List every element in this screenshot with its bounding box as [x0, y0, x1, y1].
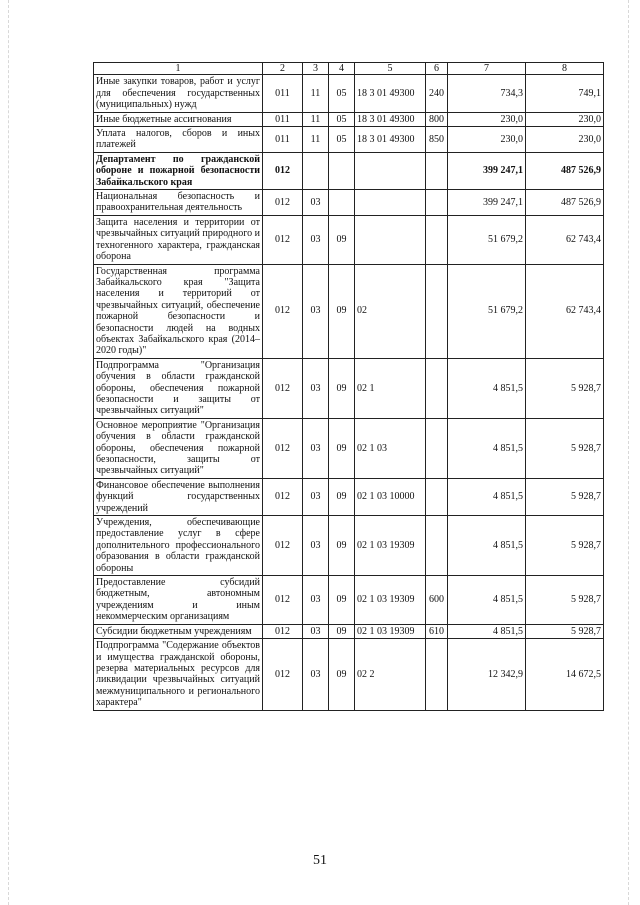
admin-code: 012	[263, 478, 303, 515]
admin-code: 012	[263, 264, 303, 358]
row-name: Иные закупки товаров, работ и услуг для обеспечения государственных (муниципальных) нужд	[94, 75, 263, 112]
subsection-code: 09	[329, 358, 355, 418]
target-article	[355, 215, 426, 264]
amount-col8: 62 743,4	[526, 264, 604, 358]
subsection-code	[329, 152, 355, 189]
row-name: Защита населения и территории от чрезвычайных ситуаций природного и техногенного характера, гражданская оборона	[94, 215, 263, 264]
admin-code: 011	[263, 127, 303, 153]
amount-col8: 230,0	[526, 127, 604, 153]
admin-code: 011	[263, 112, 303, 126]
amount-col7: 399 247,1	[448, 152, 526, 189]
amount-col7: 51 679,2	[448, 264, 526, 358]
table-row	[94, 516, 604, 576]
amount-col7: 4 851,5	[448, 478, 526, 515]
expense-type: 800	[426, 112, 448, 126]
row-name: Государственная программа Забайкальского края "Защита населения и территорий от чрезвычайных ситуаций, обеспечение пожарной безопасности и безопасности людей на водных объектах Забайкальского края (2014–2020 годы)"	[94, 264, 263, 358]
amount-col8: 487 526,9	[526, 190, 604, 216]
amount-col8: 62 743,4	[526, 215, 604, 264]
admin-code: 012	[263, 358, 303, 418]
column-header: 6	[426, 63, 448, 75]
section-code: 03	[303, 190, 329, 216]
column-header: 3	[303, 63, 329, 75]
admin-code: 011	[263, 75, 303, 112]
target-article: 02 1 03 19309	[355, 576, 426, 625]
section-code: 03	[303, 215, 329, 264]
row-name: Подпрограмма "Содержание объектов и имущества гражданской обороны, резерва материальных ресурсов для ликвидации чрезвычайных ситуаций межмуниципального и регионального характера"	[94, 639, 263, 710]
expense-type: 610	[426, 624, 448, 638]
column-header: 1	[94, 63, 263, 75]
row-name: Уплата налогов, сборов и иных платежей	[94, 127, 263, 153]
table-body	[94, 75, 604, 710]
subsection-code: 09	[329, 639, 355, 710]
section-code: 03	[303, 624, 329, 638]
section-code: 03	[303, 576, 329, 625]
amount-col8: 230,0	[526, 112, 604, 126]
target-article	[355, 152, 426, 189]
page-edge-right	[628, 0, 629, 905]
subsection-code: 05	[329, 75, 355, 112]
table-row	[94, 75, 604, 112]
amount-col7: 230,0	[448, 112, 526, 126]
admin-code: 012	[263, 576, 303, 625]
target-article: 02 1 03 10000	[355, 478, 426, 515]
subsection-code: 09	[329, 478, 355, 515]
table-row	[94, 639, 604, 710]
expense-type	[426, 215, 448, 264]
amount-col7: 4 851,5	[448, 516, 526, 576]
amount-col8: 487 526,9	[526, 152, 604, 189]
section-code: 03	[303, 418, 329, 478]
admin-code: 012	[263, 639, 303, 710]
subsection-code: 09	[329, 516, 355, 576]
subsection-code: 09	[329, 264, 355, 358]
amount-col8: 749,1	[526, 75, 604, 112]
section-code: 03	[303, 639, 329, 710]
section-code: 03	[303, 516, 329, 576]
table-row	[94, 478, 604, 515]
section-code: 11	[303, 112, 329, 126]
section-code	[303, 152, 329, 189]
budget-table	[93, 62, 604, 711]
column-header: 2	[263, 63, 303, 75]
target-article: 02 2	[355, 639, 426, 710]
expense-type	[426, 516, 448, 576]
target-article	[355, 190, 426, 216]
header-row	[94, 63, 604, 75]
amount-col8: 5 928,7	[526, 418, 604, 478]
amount-col7: 4 851,5	[448, 358, 526, 418]
amount-col8: 5 928,7	[526, 624, 604, 638]
subsection-code	[329, 190, 355, 216]
section-code: 03	[303, 264, 329, 358]
section-code: 11	[303, 127, 329, 153]
row-name: Основное мероприятие "Организация обучения в области гражданской обороны, обеспечения пожарной безопасности, защиты от чрезвычайных ситуаций"	[94, 418, 263, 478]
table-row	[94, 624, 604, 638]
subsection-code: 05	[329, 112, 355, 126]
expense-type	[426, 358, 448, 418]
admin-code: 012	[263, 516, 303, 576]
row-name: Национальная безопасность и правоохранительная деятельность	[94, 190, 263, 216]
table-row	[94, 127, 604, 153]
expense-type	[426, 478, 448, 515]
subsection-code: 09	[329, 624, 355, 638]
amount-col8: 5 928,7	[526, 478, 604, 515]
row-name: Департамент по гражданской обороне и пожарной безопасности Забайкальского края	[94, 152, 263, 189]
row-name: Подпрограмма "Организация обучения в области гражданской обороны, обеспечения пожарной безопасности и защиты от чрезвычайных ситуаций"	[94, 358, 263, 418]
target-article: 02 1 03 19309	[355, 624, 426, 638]
amount-col7: 399 247,1	[448, 190, 526, 216]
amount-col7: 734,3	[448, 75, 526, 112]
amount-col8: 5 928,7	[526, 358, 604, 418]
row-name: Предоставление субсидий бюджетным, автономным учреждениям и иным некоммерческим организациям	[94, 576, 263, 625]
column-header: 5	[355, 63, 426, 75]
subsection-code: 09	[329, 215, 355, 264]
amount-col7: 4 851,5	[448, 576, 526, 625]
expense-type: 600	[426, 576, 448, 625]
target-article: 02 1 03	[355, 418, 426, 478]
target-article: 18 3 01 49300	[355, 112, 426, 126]
amount-col8: 14 672,5	[526, 639, 604, 710]
column-header: 8	[526, 63, 604, 75]
row-name: Иные бюджетные ассигнования	[94, 112, 263, 126]
table-row	[94, 264, 604, 358]
table-row	[94, 112, 604, 126]
expense-type	[426, 152, 448, 189]
amount-col7: 12 342,9	[448, 639, 526, 710]
expense-type	[426, 190, 448, 216]
admin-code: 012	[263, 215, 303, 264]
row-name: Учреждения, обеспечивающие предоставление услуг в сфере дополнительного профессионального образования в области гражданской обороны	[94, 516, 263, 576]
target-article: 18 3 01 49300	[355, 127, 426, 153]
amount-col8: 5 928,7	[526, 516, 604, 576]
target-article: 02 1	[355, 358, 426, 418]
column-header: 7	[448, 63, 526, 75]
table-row	[94, 418, 604, 478]
row-name: Субсидии бюджетным учреждениям	[94, 624, 263, 638]
subsection-code: 09	[329, 418, 355, 478]
admin-code: 012	[263, 418, 303, 478]
expense-type	[426, 418, 448, 478]
amount-col7: 4 851,5	[448, 418, 526, 478]
admin-code: 012	[263, 152, 303, 189]
target-article: 02 1 03 19309	[355, 516, 426, 576]
section-code: 03	[303, 478, 329, 515]
target-article: 02	[355, 264, 426, 358]
table-row	[94, 215, 604, 264]
expense-type	[426, 264, 448, 358]
admin-code: 012	[263, 624, 303, 638]
section-code: 03	[303, 358, 329, 418]
subsection-code: 05	[329, 127, 355, 153]
expense-type: 850	[426, 127, 448, 153]
column-header: 4	[329, 63, 355, 75]
amount-col7: 51 679,2	[448, 215, 526, 264]
table-row	[94, 576, 604, 625]
target-article: 18 3 01 49300	[355, 75, 426, 112]
expense-type	[426, 639, 448, 710]
table-row	[94, 152, 604, 189]
amount-col8: 5 928,7	[526, 576, 604, 625]
page-edge-left	[8, 0, 9, 905]
subsection-code: 09	[329, 576, 355, 625]
amount-col7: 230,0	[448, 127, 526, 153]
section-code: 11	[303, 75, 329, 112]
table-row	[94, 358, 604, 418]
admin-code: 012	[263, 190, 303, 216]
amount-col7: 4 851,5	[448, 624, 526, 638]
expense-type: 240	[426, 75, 448, 112]
row-name: Финансовое обеспечение выполнения функций государственных учреждений	[94, 478, 263, 515]
table-row	[94, 190, 604, 216]
page-number: 51	[313, 853, 327, 868]
